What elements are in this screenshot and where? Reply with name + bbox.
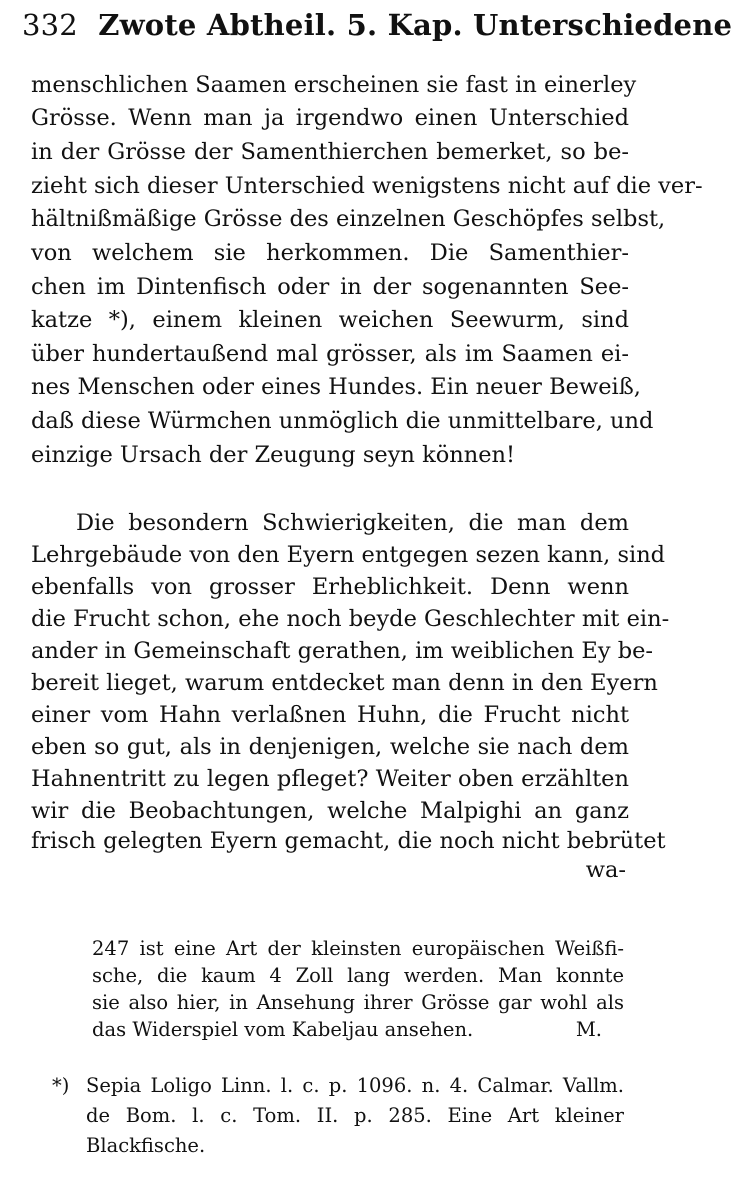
- text-line: menschlichen Saamen erscheinen sie fast in einerley: [31, 72, 637, 98]
- footnote-marker: *): [52, 1074, 70, 1097]
- text-line: Hahnentritt zu legen pfleget? Weiter oben erzählten: [31, 766, 629, 792]
- text-line: einer vom Hahn verlaßnen Huhn, die Frucht nicht: [31, 702, 629, 728]
- text-line: eben so gut, als in denjenigen, welche sie nach dem: [31, 734, 629, 760]
- text-line: nes Menschen oder eines Hundes. Ein neuer Beweiß,: [31, 374, 641, 400]
- text-line: Grösse. Wenn man ja irgendwo einen Unterschied: [31, 105, 629, 131]
- footnote-line: sie also hier, in Ansehung ihrer Grösse gar wohl als: [92, 991, 624, 1014]
- footnote-line: Sepia Loligo Linn. l. c. p. 1096. n. 4. Calmar. Vallm.: [86, 1074, 624, 1097]
- text-line: zieht sich dieser Unterschied wenigstens nicht auf die ver-: [31, 173, 703, 199]
- text-line: hältnißmäßige Grösse des einzelnen Geschöpfes selbst,: [31, 206, 666, 232]
- footnote-signature: M.: [575, 1018, 602, 1041]
- catchword: wa-: [585, 857, 626, 883]
- text-line: von welchem sie herkommen. Die Samenthier-: [31, 240, 629, 266]
- footnote-line: Blackfische.: [86, 1134, 206, 1157]
- text-line: daß diese Würmchen unmöglich die unmittelbare, und: [31, 408, 654, 434]
- text-line: in der Grösse der Samenthierchen bemerket, so be-: [31, 139, 629, 165]
- footnote-line: 247 ist eine Art der kleinsten europäischen Weißfi-: [92, 937, 624, 960]
- text-line: Die besondern Schwierigkeiten, die man dem: [76, 510, 629, 536]
- text-line: bereit lieget, warum entdecket man denn in den Eyern: [31, 670, 658, 696]
- page-number: 332: [22, 8, 78, 42]
- footnote-line: sche, die kaum 4 Zoll lang werden. Man konnte: [92, 964, 624, 987]
- footnote-line: das Widerspiel vom Kabeljau ansehen.: [92, 1018, 474, 1041]
- text-line: Lehrgebäude von den Eyern entgegen sezen kann, sind: [31, 542, 666, 568]
- footnote-line: de Bom. l. c. Tom. II. p. 285. Eine Art kleiner: [86, 1104, 624, 1127]
- running-head: [22, 8, 732, 42]
- running-title: Zwote Abtheil. 5. Kap. Unterschiedene: [98, 8, 732, 42]
- text-line: frisch gelegten Eyern gemacht, die noch nicht bebrütet: [31, 828, 666, 854]
- text-line: ebenfalls von grosser Erheblichkeit. Denn wenn: [31, 574, 629, 600]
- text-line: ander in Gemeinschaft gerathen, im weiblichen Ey be-: [31, 638, 654, 664]
- text-line: wir die Beobachtungen, welche Malpighi an ganz: [31, 798, 629, 824]
- text-line: die Frucht schon, ehe noch beyde Geschlechter mit ein-: [31, 606, 670, 632]
- text-line: chen im Dintenfisch oder in der sogenannten See-: [31, 274, 629, 300]
- text-line: über hundertaußend mal grösser, als im Saamen ei-: [31, 341, 629, 367]
- text-line: einzige Ursach der Zeugung seyn können!: [31, 442, 516, 468]
- text-line: katze *), einem kleinen weichen Seewurm, sind: [31, 307, 629, 333]
